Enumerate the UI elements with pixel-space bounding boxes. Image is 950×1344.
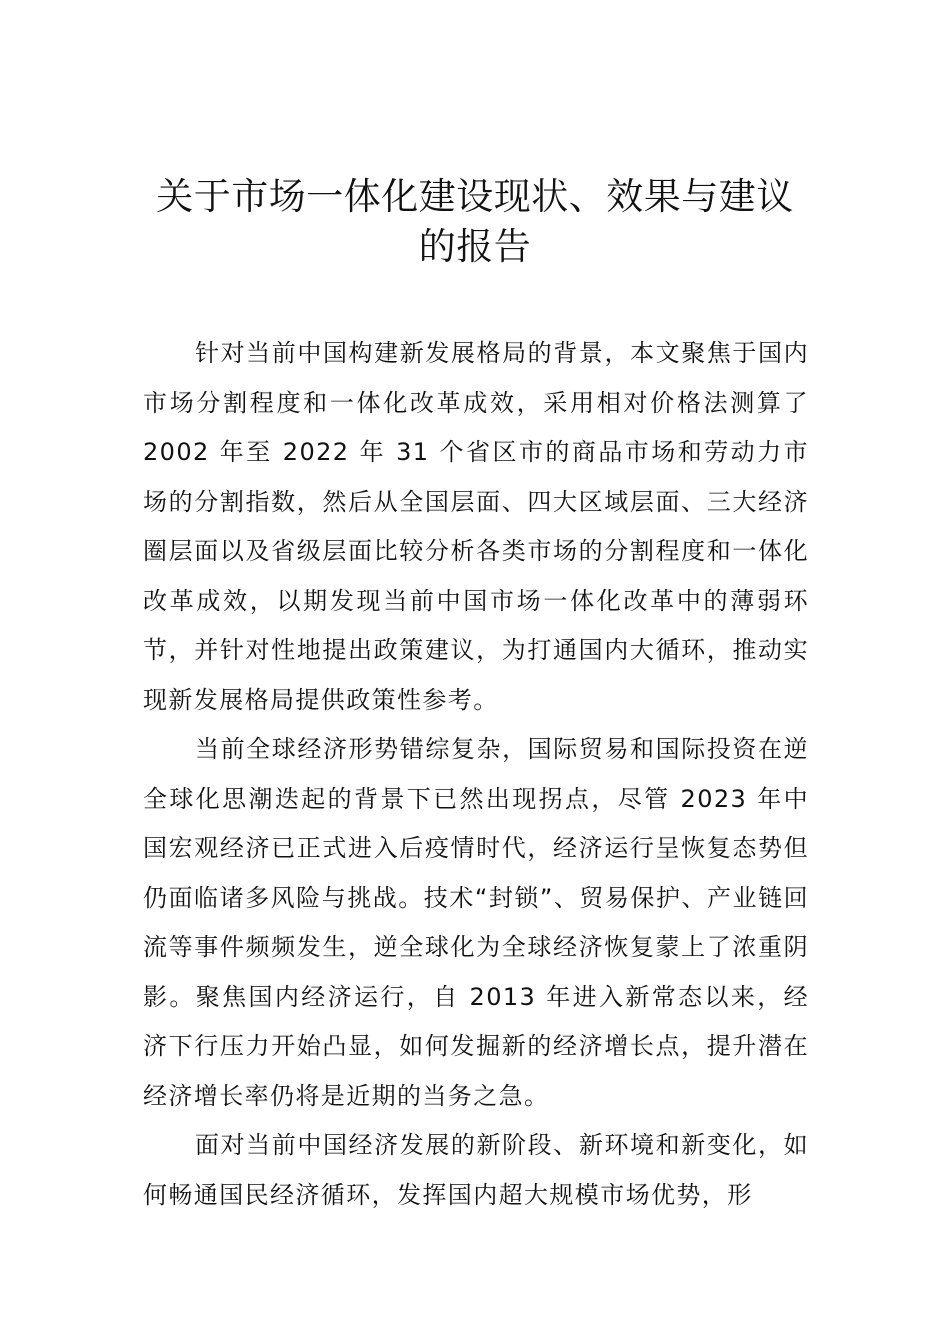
paragraph-1: 针对当前中国构建新发展格局的背景，本文聚焦于国内市场分割程度和一体化改革成效，采用相对价格法测算了 2002 年至 2022 年 31 个省区市的商品市场和劳动力市场的分割指数，然后从全国层面、四大区域层面、三大经济圈层面以及省级层面比较分析各类市场的分割程度和一体化改革成效，以期发现当前中国市场一体化改革中的薄弱环节，并针对性地提出政策建议，为打通国内大循环，推动实现新发展格局提供政策性参考。	[143, 339, 809, 714]
document-title: 关于市场一体化建设现状、效果与建议的报告	[156, 175, 794, 268]
paragraph-3: 面对当前中国经济发展的新阶段、新环境和新变化，如何畅通国民经济循环，发挥国内超大规模市场优势，形	[143, 1131, 809, 1209]
paragraph-2: 当前全球经济形势错综复杂，国际贸易和国际投资在逆全球化思潮迭起的背景下已然出现拐点，尽管 2023 年中国宏观经济已正式进入后疫情时代，经济运行呈恢复态势但仍面临诸多风险与挑战。技术“封锁”、贸易保护、产业链回流等事件频频发生，逆全球化为全球经济恢复蒙上了浓重阴影。聚焦国内经济运行，自 2013 年进入新常态以来，经济下行压力开始凸显，如何发掘新的经济增长点，提升潜在经济增长率仍将是近期的当务之急。	[143, 735, 809, 1110]
document-body	[143, 329, 809, 1220]
